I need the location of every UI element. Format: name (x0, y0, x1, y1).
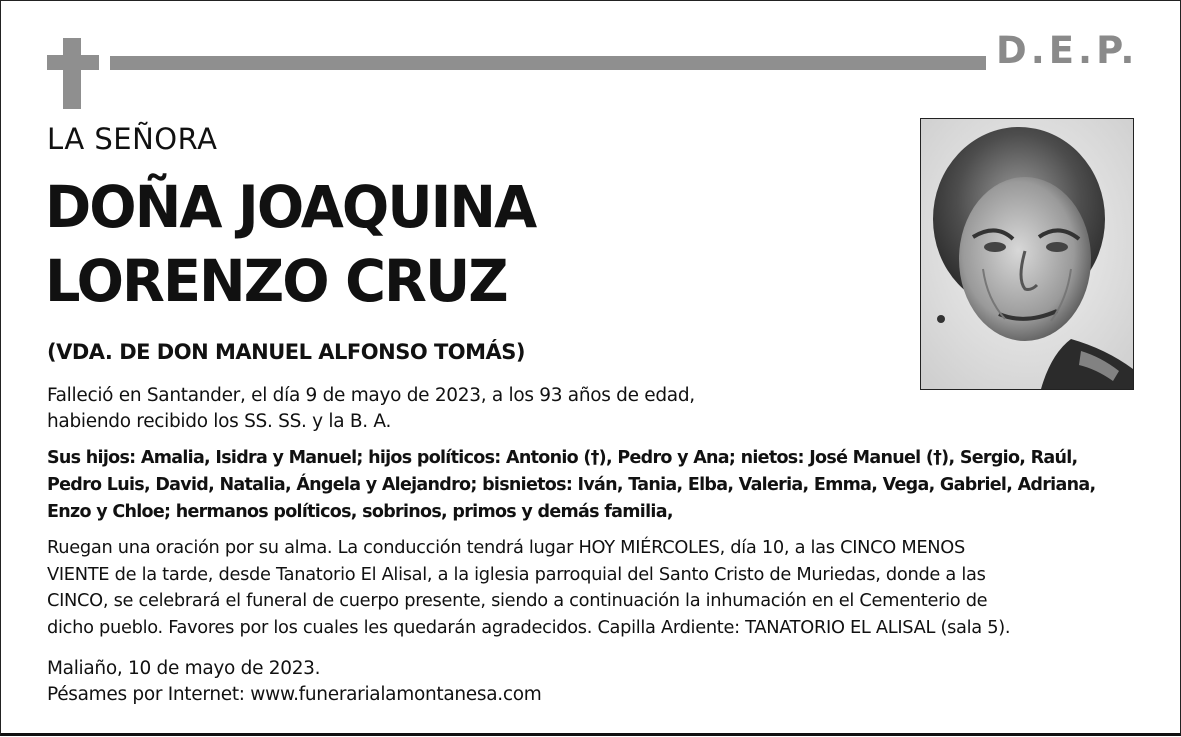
family-line-3: Enzo y Chloe; hermanos políticos, sobrinos, primos y demás familia, (47, 502, 673, 522)
portrait-image (921, 119, 1133, 389)
place-date: Maliaño, 10 de mayo de 2023. (47, 658, 321, 679)
death-line-1: Falleció en Santander, el día 9 de mayo de 2023, a los 93 años de edad, (47, 385, 695, 406)
family-list (47, 445, 1137, 526)
header-rule (110, 56, 986, 70)
portrait-photo (920, 118, 1134, 390)
prayer-line-1: Ruegan una oración por su alma. La conducción tendrá lugar HOY MIÉRCOLES, día 10, a las CINCO MENOS (47, 537, 965, 558)
prayer-line-4: dicho pueblo. Favores por los cuales les quedarán agradecidos. Capilla Ardiente: TANATORIO EL ALISAL (sala 5). (47, 616, 1011, 638)
title-prefix: LA SEÑORA (47, 122, 218, 156)
death-line-2: habiendo recibido los SS. SS. y la B. A. (47, 411, 392, 432)
deceased-name (45, 170, 535, 318)
prayer-line-3: CINCO, se celebrará el funeral de cuerpo presente, siendo a continuación la inhumación en el Cementerio de (47, 590, 988, 611)
family-line-1: Sus hijos: Amalia, Isidra y Manuel; hijos políticos: Antonio (†), Pedro y Ana; nietos: José Manuel (†), Sergio, Raúl, (47, 448, 1078, 468)
death-info (47, 383, 807, 435)
widow-subtitle: (VDA. DE DON MANUEL ALFONSO TOMÁS) (47, 340, 526, 364)
footer-info (47, 656, 747, 708)
prayer-line-2: VIENTE de la tarde, desde Tanatorio El Alisal, a la iglesia parroquial del Santo Cristo de Muriedas, donde a las (47, 563, 986, 585)
name-line-2: LORENZO CRUZ (45, 247, 507, 315)
dep-label: D.E.P. (996, 29, 1139, 72)
funeral-info (47, 535, 1127, 641)
cross-icon (47, 38, 99, 109)
family-line-2: Pedro Luis, David, Natalia, Ángela y Alejandro; bisnietos: Iván, Tania, Elba, Valeria, Emma, Vega, Gabriel, Adriana, (47, 475, 1096, 495)
condolences-link[interactable]: Pésames por Internet: www.funerarialamontanesa.com (47, 684, 542, 705)
name-line-1: DOÑA JOAQUINA (45, 173, 536, 241)
